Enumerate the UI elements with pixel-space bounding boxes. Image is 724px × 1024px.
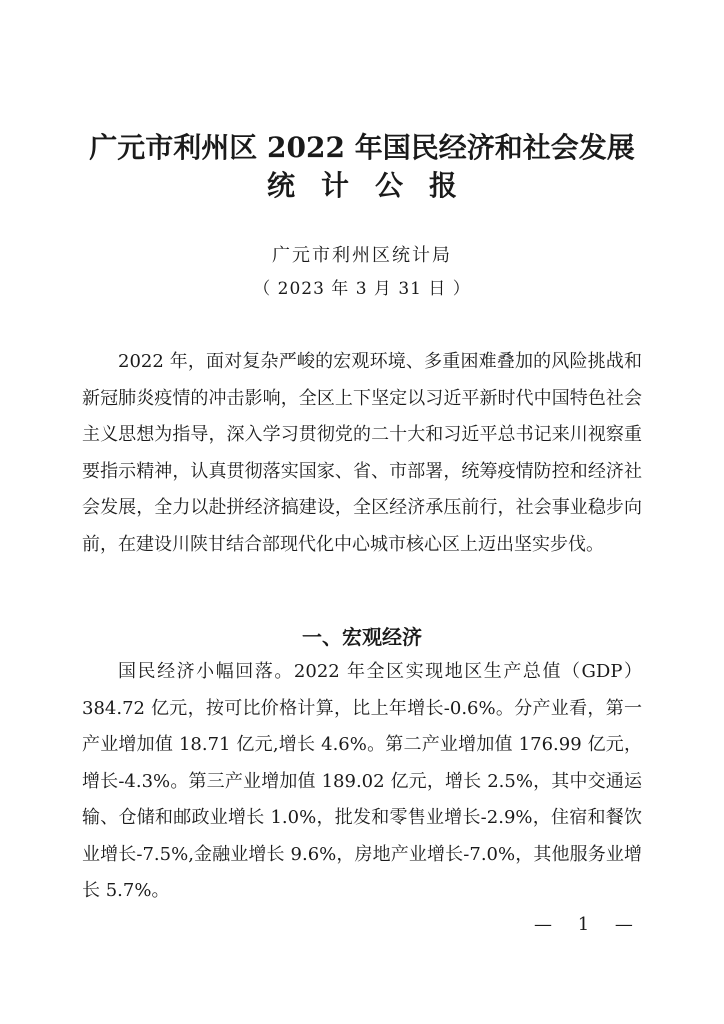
intro-paragraph: 2022 年，面对复杂严峻的宏观环境、多重困难叠加的风险挑战和新冠肺炎疫情的冲击影响，全区上下坚定以习近平新时代中国特色社会主义思想为指导，深入学习贯彻党的二十大和习近平总书记来川视察重要指示精神，认真贯彻落实国家、省、市部署，统筹疫情防控和经济社会发展，全力以赴拼经济搞建设，全区经济承压前行，社会事业稳步向前，在建设川陕甘结合部现代化中心城市核心区上迈出坚实步伐。	[82, 351, 642, 555]
gdp-paragraph: 国民经济小幅回落。2022 年全区实现地区生产总值（GDP）384.72 亿元，按可比价格计算，比上年增长-0.6%。分产业看，第一产业增加值 18.71 亿元,增长 4.6%。第二产业增加值 176.99 亿元，增长-4.3%。第三产业增加值 189.02 亿元，增长 2.5%，其中交通运输、仓储和邮政业增长 1.0%，批发和零售业增长-2.9%，住宿和餐饮业增长-7.5%,金融业增长 9.6%，房地产业增长-7.0%，其他服务业增长 5.7%。	[82, 661, 642, 901]
section-heading-macro-economy: 一、宏观经济	[302, 625, 422, 649]
report-title-line2: 统计公报	[266, 169, 483, 202]
issue-date: （ 2023 年 3 月 31 日 ）	[253, 279, 471, 299]
issuing-agency: 广元市利州区统计局	[272, 245, 452, 266]
report-title-line1: 广元市利州区 2022 年国民经济和社会发展	[89, 131, 635, 164]
page-number: — 1 —	[534, 914, 643, 935]
